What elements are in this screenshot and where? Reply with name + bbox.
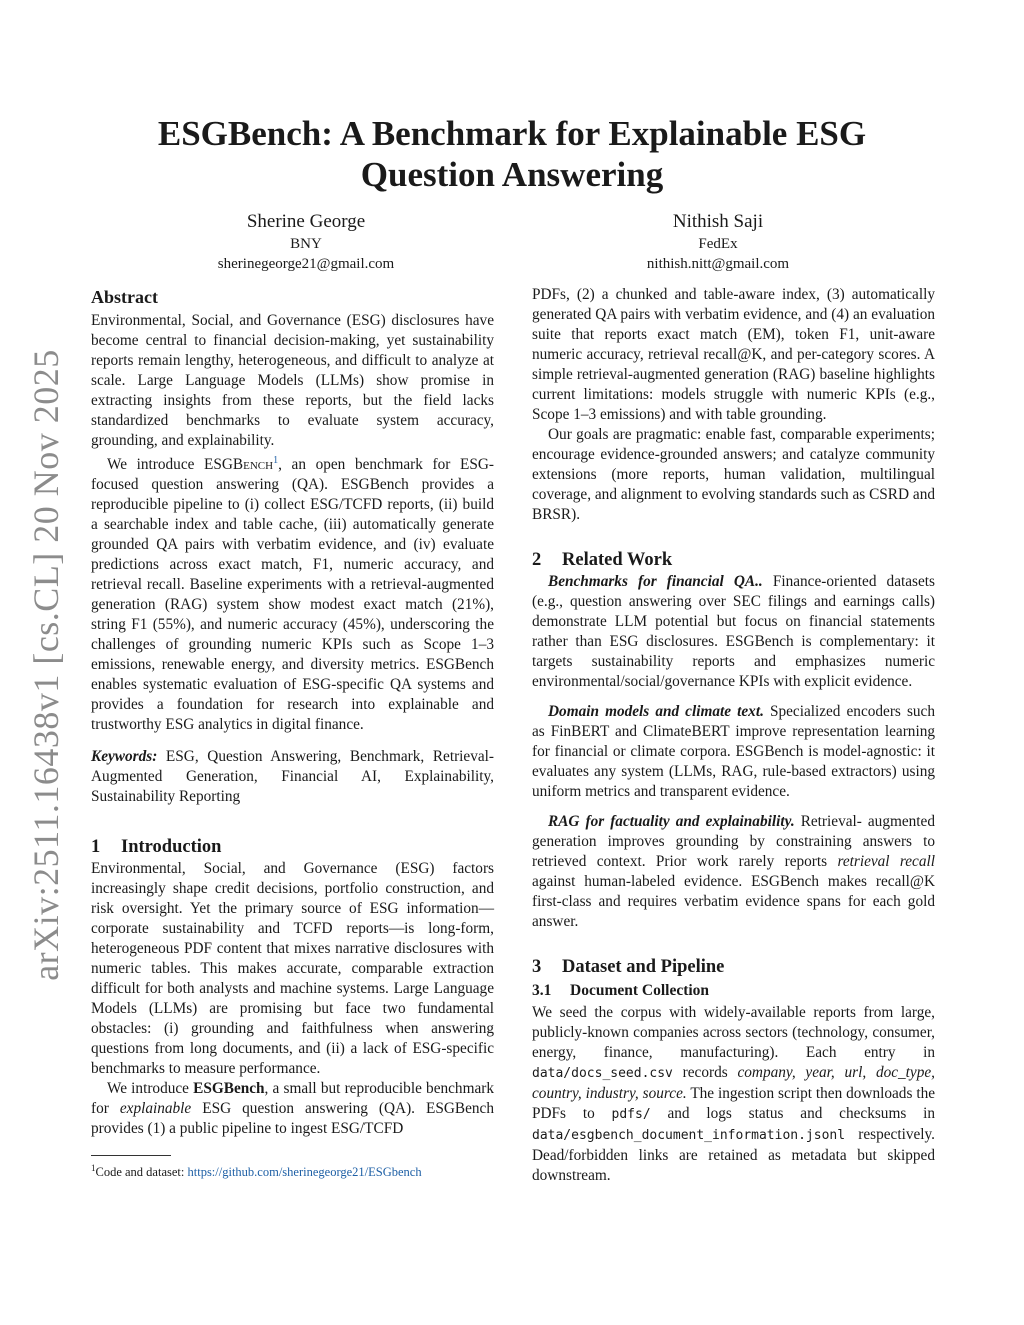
paragraph-text: and logs status and checksums in [650, 1105, 935, 1122]
author-block-2 [558, 210, 878, 274]
section-heading-related-work [532, 548, 935, 572]
keywords-text: ESG, Question Answering, Benchmark, Retrieval-Augmented Generation, Financial AI, Explainability, Sustainability Reporting [91, 748, 494, 806]
author-name: Nithish Saji [672, 211, 764, 232]
benchmark-name: ESGBench [204, 456, 274, 474]
paragraph-text: respectively. Dead/forbidden links are retained as metadata but skipped downstream. [532, 1126, 935, 1184]
subsection-title: Document Collection [570, 982, 710, 999]
paragraph-italic: retrieval recall [837, 853, 935, 870]
footnote [91, 1160, 494, 1180]
abstract-text: , an open benchmark for ESG-focused question answering (QA). ESGBench provides a reproducible pipeline to (i) collect ESG/TCFD reports, (ii) build a searchable index and table cache, (iii) automatically generate grounded QA pairs with verbatim evidence, and (iv) evaluate predictions across exact match, F1, numeric accuracy, and retrieval recall. Baseline experiments with a retrieval-augmented generation (RAG) system show modest exact match (21%), string F1 (55%), and numeric accuracy (45%), underscoring the challenges of grounding numeric KPIs such as Scope 1–3 emissions, renewable energy, and diversity metrics. ESGBench enables systematic evaluation of ESG-specific QA systems and provides a foundation for research into explainable and trustworthy ESG analytics in digital finance. [91, 456, 494, 734]
section-number: 3 [532, 957, 542, 977]
footnote-mark: 1 [91, 1163, 96, 1174]
paragraph-text: against human-labeled evidence. ESGBench makes recall@K first-class and requires verbatim evidence spans for each gold answer. [532, 873, 935, 930]
arxiv-id: arXiv:2511.16438v1 [cs.CL] 20 Nov 2025 [26, 349, 67, 981]
intro-continued-paragraph: PDFs, (2) a chunked and table-aware index, (3) automatically generated QA pairs with verbatim evidence, and (4) an evaluation suite that reports exact match (EM), token F1, unit-aware numeric accuracy, retrieval recall@K, and per-category scores. A simple retrieval-augmented generation (RAG) baseline highlights current limitations: models struggle with numeric KPIs (e.g., Scope 1–3 emissions) and with table grounding. [532, 286, 935, 423]
title-line-2: Question Answering [360, 155, 664, 194]
abstract-text: We introduce [107, 456, 205, 474]
title-line-1: ESGBench: A Benchmark for Explainable ESG [157, 114, 867, 153]
abstract-heading: Abstract [91, 287, 158, 307]
left-column [91, 285, 494, 1180]
author-affiliation: FedEx [698, 236, 738, 252]
section-number: 1 [91, 837, 101, 858]
subsection-number: 3.1 [532, 982, 552, 999]
paragraph-lead: Domain models and climate text. [548, 703, 764, 720]
footnote-rule [91, 1155, 171, 1156]
keywords [91, 747, 494, 807]
section-title: Introduction [121, 837, 222, 858]
section-number: 2 [532, 550, 542, 570]
keywords-label: Keywords: [91, 748, 158, 766]
paragraph-text: The ingestion script then downloads the PDFs to [532, 1085, 936, 1122]
related-paragraph-rag [532, 812, 935, 932]
field-list: company, year, url, doc_type, country, industry, source. [532, 1064, 935, 1102]
paragraph-text: Finance-oriented datasets (e.g., question answering over SEC filings and earnings calls) demonstrate LLM potential but focus on financial statements rather than ESG disclosures. ESGBench is complementary: it targets sustainability reports and emphasizes numeric environmental/social/governance KPIs with explicit evidence. [532, 573, 935, 690]
paragraph-text: records [672, 1064, 738, 1081]
intro-paragraph-1: Environmental, Social, and Governance (ESG) factors increasingly shape credit decisions, portfolio construction, and risk oversight. Yet the primary source of ESG information—corporate sustainability and TCFD reports—is long-form, heterogeneous PDF content that mixes narrative disclosures with numeric tables. This makes accurate, comparable extraction difficult for both analysts and machine systems. Large Language Models (LLMs) are promising but face two fundamental obstacles: (i) grounding and faithfulness when answering questions from long documents, and (ii) a lack of ESG-specific benchmarks to measure performance. [91, 860, 494, 1078]
author-name: Sherine George [246, 211, 366, 232]
section-heading-introduction [91, 835, 494, 859]
intro-text: ESG question answering (QA). ESGBench provides (1) a public pipeline to ingest ESG/TCFD [91, 1100, 494, 1138]
author-email: sherinegeorge21@gmail.com [217, 256, 395, 272]
paragraph-lead: Benchmarks for financial QA.. [548, 573, 763, 590]
abstract-paragraph-2 [91, 451, 494, 735]
code-path: data/docs_seed.csv [532, 1066, 673, 1081]
github-link[interactable]: https://github.com/sherinegeorge21/ESGbench [187, 1165, 422, 1180]
intro-text: , a small but reproducible benchmark for [91, 1080, 494, 1118]
section-title: Related Work [562, 550, 673, 570]
intro-text: We introduce [107, 1080, 194, 1098]
author-block-1 [146, 210, 466, 274]
right-column [532, 285, 935, 1186]
code-path: pdfs/ [611, 1107, 651, 1122]
arxiv-identifier-stamp [22, 349, 70, 981]
intro-goals-paragraph: Our goals are pragmatic: enable fast, comparable experiments; encourage evidence-grounded answers; and catalyze community extensions (more reports, human validation, multilingual coverage, and alignment to evolving standards such as CSRD and BRSR). [532, 426, 935, 523]
paragraph-text: Specialized encoders such as FinBERT and ClimateBERT improve representation learning for financial or climate corpora. ESGBench is model-agnostic: it evaluates any system (LLMs, RAG, rule-based extractors) using uniform metrics and transparent evidence. [532, 703, 935, 800]
related-paragraph-financial-qa [532, 572, 935, 692]
paragraph-lead: RAG for factuality and explainability. [548, 813, 795, 830]
author-affiliation: BNY [290, 236, 322, 252]
abstract-paragraph-1: Environmental, Social, and Governance (ESG) disclosures have become central to financial decision-making, yet sustainability reports remain lengthy, heterogeneous, and difficult to analyze at scale. Large Language Models (LLMs) show promise in extracting insights from these reports, but the field lacks standardized benchmarks to evaluate system accuracy, grounding, and explainability. [91, 312, 494, 449]
paragraph-text: Retrieval- augmented generation improves grounding by constraining answers to retrieved context. Prior work rarely reports [532, 813, 935, 870]
intro-italic: explainable [119, 1100, 192, 1118]
intro-bold: ESGBench [193, 1080, 265, 1098]
section-title: Dataset and Pipeline [562, 957, 725, 977]
footnote-text: Code and dataset: [95, 1165, 188, 1180]
paragraph-text: We seed the corpus with widely-available reports from large, publicly-known companies across sectors (technology, consumer, energy, finance, manufacturing). Each entry in [532, 1004, 935, 1061]
related-paragraph-domain-models [532, 702, 935, 802]
footnote-marker[interactable]: 1 [273, 455, 279, 466]
section-heading-dataset [532, 955, 935, 979]
author-email: nithish.nitt@gmail.com [646, 256, 790, 272]
code-path: data/esgbench_document_information.jsonl [532, 1128, 846, 1143]
intro-paragraph-2 [91, 1079, 494, 1139]
subsection-heading-document-collection [532, 981, 935, 1001]
document-collection-paragraph [532, 1003, 935, 1186]
paper-title [110, 113, 914, 195]
